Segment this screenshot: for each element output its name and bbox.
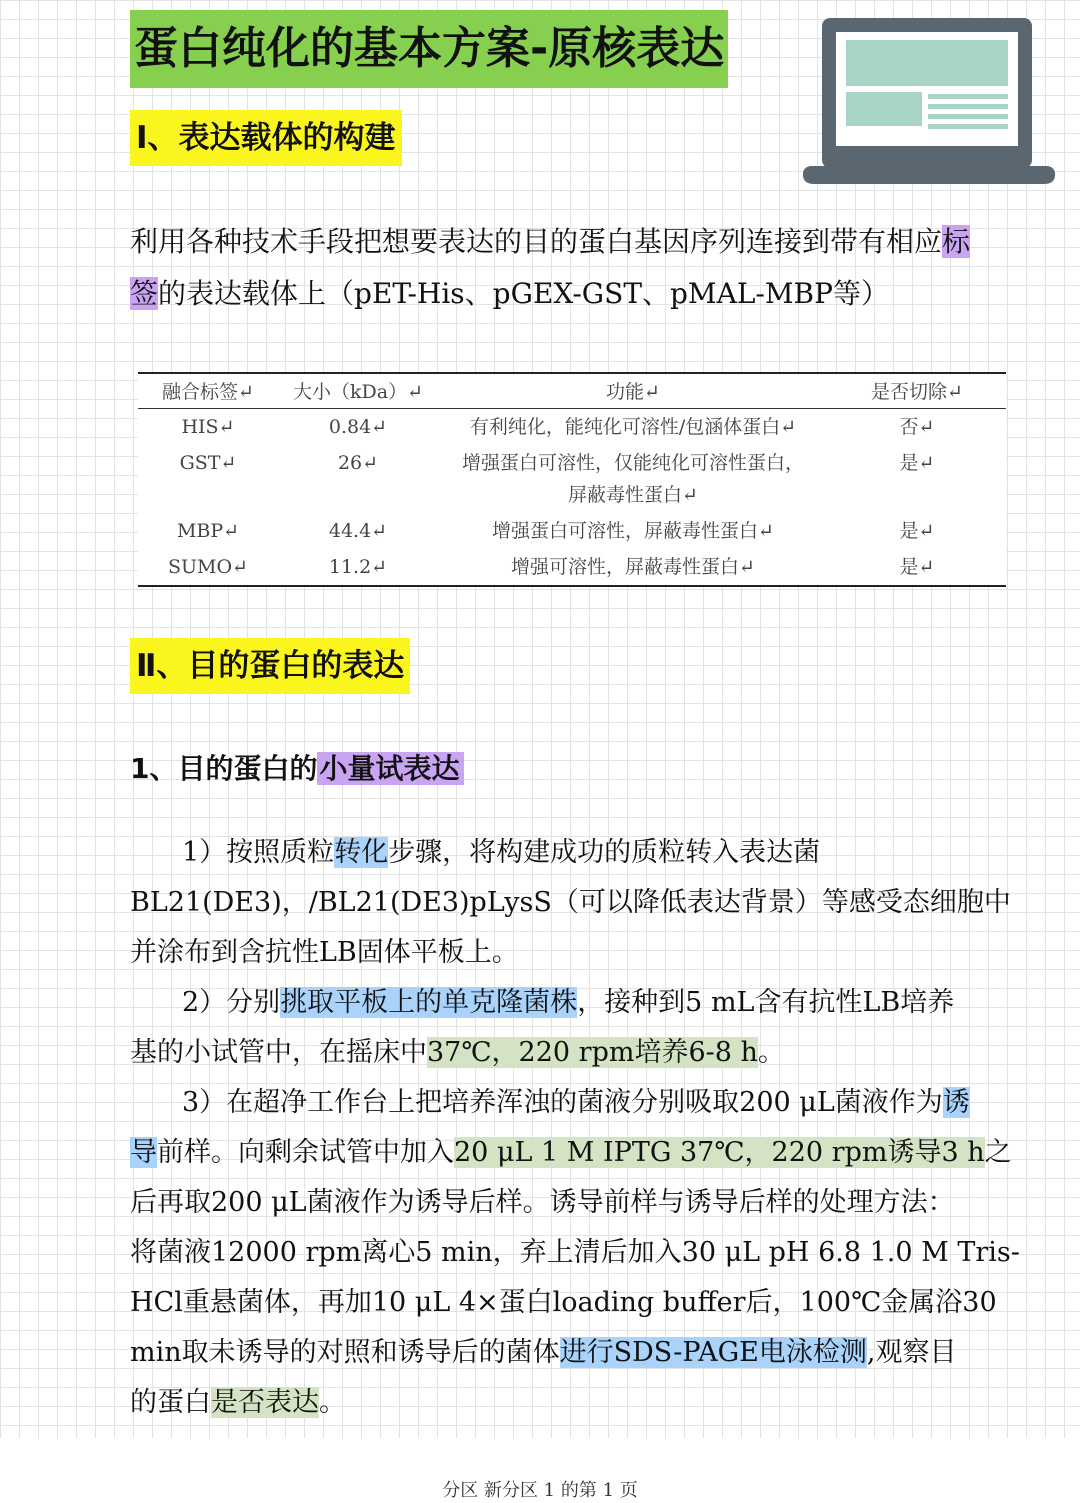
text: 前样。向剩余试管中加入 xyxy=(157,1137,454,1168)
cell-size: 26↵ xyxy=(337,452,379,474)
text: 基的小试管中，在摇床中 xyxy=(130,1037,427,1068)
text: ，接种到5 mL含有抗性LB培养 xyxy=(577,987,955,1018)
text: 后再取200 μL菌液作为诱导后样。诱导前样与诱导后样的处理方法： xyxy=(130,1187,955,1218)
text: ,观察目 xyxy=(866,1337,957,1368)
text: 之 xyxy=(984,1137,1012,1168)
subsection-text: 1、目的蛋白的 xyxy=(130,752,318,785)
highlight-green: 是否表达 xyxy=(211,1387,319,1418)
table-row xyxy=(138,513,1006,549)
table-row xyxy=(138,549,1006,586)
table-row xyxy=(138,445,1006,513)
text: 步骤，将构建成功的质粒转入表达菌 xyxy=(388,837,821,868)
text: 并涂布到含抗性LB固体平板上。 xyxy=(130,937,519,968)
column-header: 融合标签↵ xyxy=(138,373,278,409)
highlight-green: 20 μL 1 M IPTG 37℃，220 rpm诱导3 h xyxy=(454,1137,985,1168)
page-footer: 分区 新分区 1 的第 1 页 xyxy=(442,1480,638,1501)
cell-cut: 否↵ xyxy=(899,416,935,438)
highlight-purple: 标 xyxy=(942,225,971,258)
highlight-blue: 导 xyxy=(130,1137,157,1168)
highlight-purple: 签 xyxy=(130,277,159,310)
section-heading-protein-expression: Ⅱ、目的蛋白的表达 xyxy=(130,638,410,694)
fusion-tag-table xyxy=(138,372,1006,587)
cell-cut: 是↵ xyxy=(899,520,935,542)
highlight-green: 37℃，220 rpm培养6-8 h xyxy=(427,1037,758,1068)
highlight-purple: 小量试表达 xyxy=(317,752,463,785)
highlight-blue: 挑取平板上的单克隆菌株 xyxy=(280,987,578,1018)
cell-cut: 是↵ xyxy=(828,549,1006,586)
cell-size: 11.2↵ xyxy=(278,549,438,586)
cell-function: 增强蛋白可溶性，屏蔽毒性蛋白↵ xyxy=(492,520,774,542)
cell-cut: 是↵ xyxy=(899,452,935,474)
intro-text: 的表达载体上（pET-His、pGEX-GST、pMAL-MBP等） xyxy=(158,277,889,310)
cell-function-line: 增强蛋白可溶性，仅能纯化可溶性蛋白， xyxy=(461,452,804,474)
page-title: 蛋白纯化的基本方案-原核表达 xyxy=(130,10,728,88)
cell-function-line: 屏蔽毒性蛋白↵ xyxy=(568,484,698,506)
cell-size: 0.84↵ xyxy=(328,416,388,438)
highlight-blue: 转化 xyxy=(334,837,389,868)
cell-tag: MBP↵ xyxy=(176,520,240,542)
section-heading-vector-construction: Ⅰ、表达载体的构建 xyxy=(130,110,402,166)
cell-tag: GST↵ xyxy=(179,452,237,474)
column-header: 大小（kDa）↵ xyxy=(278,373,438,409)
text: 2）分别 xyxy=(182,987,281,1018)
text: 将菌液12000 rpm离心5 min，弃上清后加入30 μL pH 6.8 1.0 M Tris- xyxy=(130,1237,1020,1268)
text: 。 xyxy=(757,1037,785,1068)
column-header: 是否切除↵ xyxy=(828,373,1006,409)
column-header: 功能↵ xyxy=(438,373,828,409)
cell-size: 44.4↵ xyxy=(328,520,388,542)
highlight-blue: 进行SDS-PAGE电泳检测 xyxy=(559,1337,867,1368)
intro-text: 利用各种技术手段把想要表达的目的蛋白基因序列连接到带有相应 xyxy=(130,225,943,258)
highlight-blue: 诱 xyxy=(942,1087,970,1118)
table-row xyxy=(138,409,1006,446)
text: BL21(DE3)，/BL21(DE3)pLysS（可以降低表达背景）等感受态细胞中 xyxy=(130,887,1011,918)
cell-function xyxy=(438,445,828,513)
procedure-text xyxy=(130,828,1020,1428)
cell-tag: SUMO↵ xyxy=(138,549,278,586)
cell-function: 有利纯化，能纯化可溶性/包涵体蛋白↵ xyxy=(469,416,797,438)
text: HCl重悬菌体，再加10 μL 4×蛋白loading buffer后，100℃金属浴30 xyxy=(130,1287,997,1318)
text: 3）在超净工作台上把培养浑浊的菌液分别吸取200 μL菌液作为 xyxy=(182,1087,943,1118)
text: 的蛋白 xyxy=(130,1387,211,1418)
cell-function: 增强可溶性，屏蔽毒性蛋白↵ xyxy=(438,549,828,586)
text: 1）按照质粒 xyxy=(182,837,335,868)
intro-paragraph xyxy=(130,216,970,320)
text: min取未诱导的对照和诱导后的菌体 xyxy=(130,1337,560,1368)
laptop-icon xyxy=(800,16,1058,188)
text: 。 xyxy=(319,1387,346,1418)
subsection-heading xyxy=(130,745,464,793)
cell-tag: HIS↵ xyxy=(181,416,235,438)
